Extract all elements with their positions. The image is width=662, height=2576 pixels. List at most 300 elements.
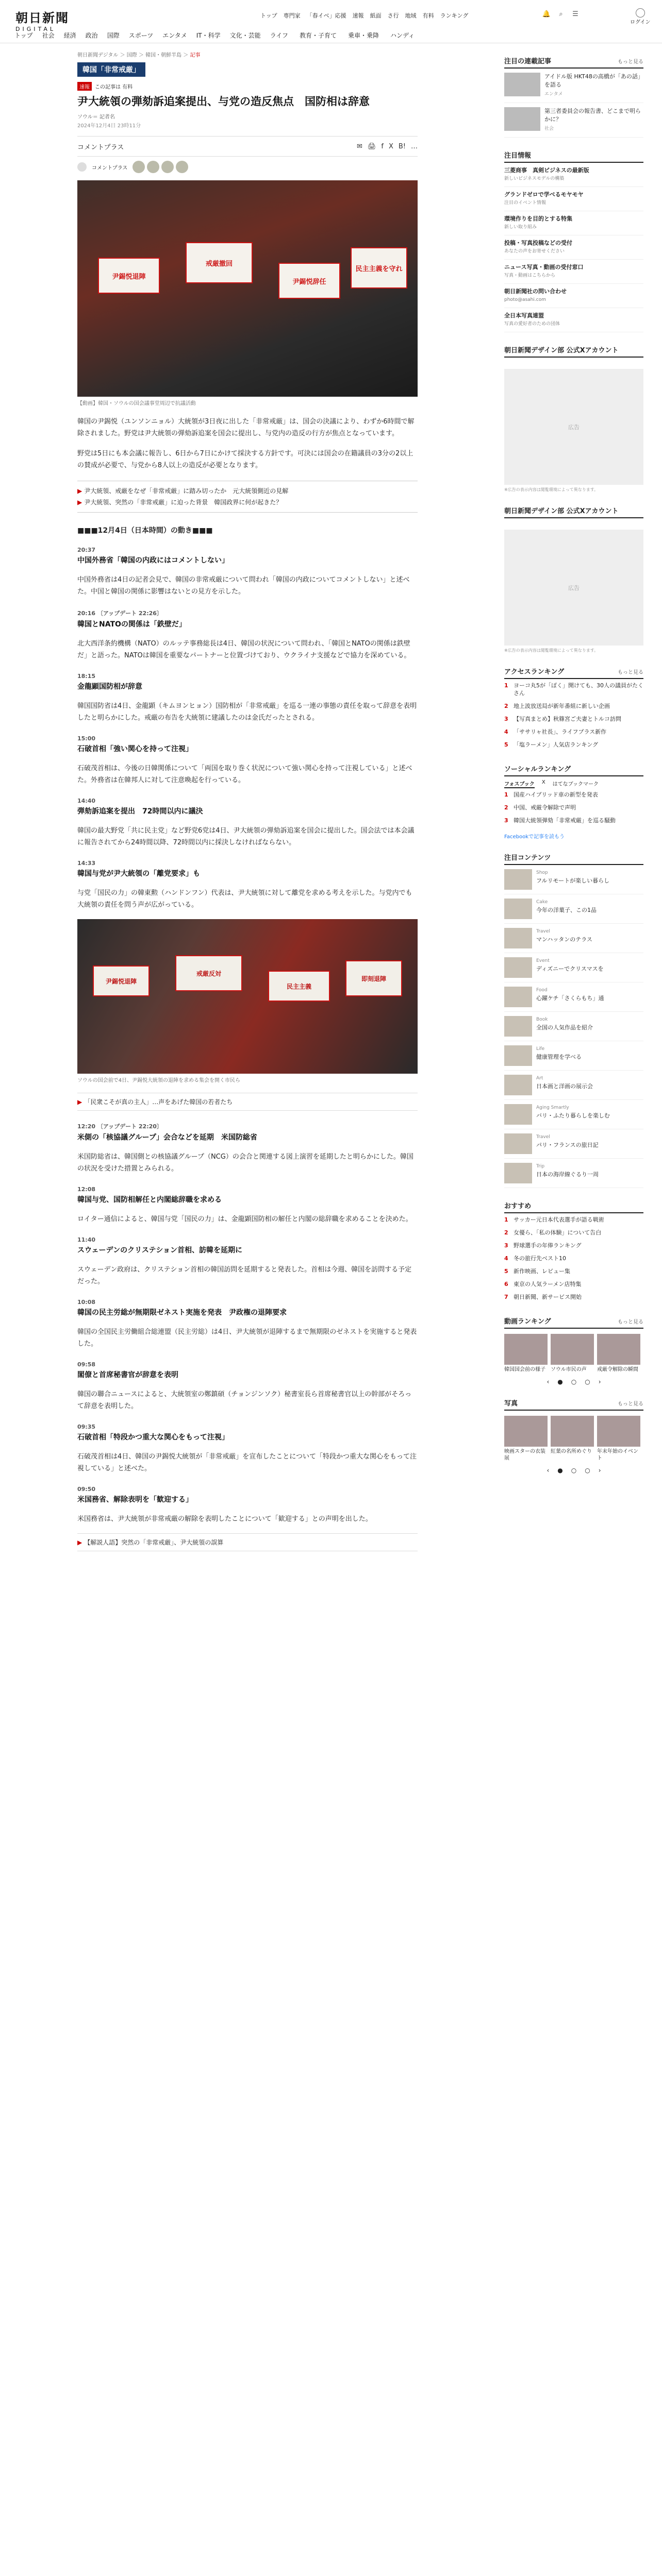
more-link[interactable]: もっと見る bbox=[618, 1401, 643, 1407]
rank-number: 1 bbox=[504, 791, 508, 798]
related-link[interactable] bbox=[77, 485, 418, 497]
protest-sign: 尹錫悦退陣 bbox=[93, 965, 150, 996]
ranking-text: 野球選手の年俸ランキング bbox=[514, 1242, 582, 1249]
ad-slot[interactable]: 広告 bbox=[504, 369, 643, 485]
content-label: Travel bbox=[536, 1134, 550, 1140]
notice-desc: 新しい取り組み bbox=[504, 225, 537, 230]
content-title: フルリモートが楽しい暮らし bbox=[536, 877, 610, 884]
thumbnail bbox=[504, 1045, 532, 1066]
main-nav-item[interactable]: トップ bbox=[14, 32, 33, 39]
main-nav-item[interactable]: ライフ bbox=[270, 32, 288, 39]
hero-caption: 【動画】韓国・ソウルの国会議事堂周辺で抗議活動 bbox=[77, 401, 196, 406]
notice-item[interactable] bbox=[504, 211, 643, 235]
timeline-headline: 韓国与党、国防相解任と内閣総辞職を求める bbox=[77, 1196, 222, 1204]
header-nav-item[interactable]: 速報 bbox=[352, 12, 364, 19]
timeline-time: 15:00 bbox=[77, 735, 96, 742]
timeline-body: 韓国の聯合ニュースによると、大統領室の鄭鎮碩（チョンジンソク）秘書室長ら首席秘書官以上の幹部がそろって辞意を表明した。 bbox=[77, 1391, 412, 1410]
ranking-text: ヨーコ丸5が「ぽく」開けても、30人の議員がたくさん bbox=[514, 682, 643, 697]
video-ranking-title: 動画ランキング bbox=[504, 1318, 551, 1326]
main-nav-item[interactable]: 乗車・乗降 bbox=[347, 32, 379, 39]
breadcrumb-path[interactable]: 朝日新聞デジタル ＞ 国際 ＞ 韓国・朝鮮半島 ＞ bbox=[77, 53, 190, 58]
timeline-time: 12:08 bbox=[77, 1186, 96, 1193]
share-buttons bbox=[357, 143, 418, 150]
carousel-dot[interactable]: ○ bbox=[585, 1378, 590, 1385]
breadcrumb bbox=[77, 50, 418, 58]
timeline-entry bbox=[77, 547, 418, 598]
social-tab[interactable]: はてなブックマーク bbox=[552, 782, 599, 787]
social-ranking-title: ソーシャルランキング bbox=[504, 766, 571, 773]
arrow-icon: ▶ bbox=[77, 1539, 82, 1546]
timeline-body: 石破茂首相は4日、韓国の尹錫悦大統領が「非常戒厳」を宣布したことについて「特段かつ重大な関心をもって注視している」と述べた。 bbox=[77, 1453, 417, 1472]
design-header bbox=[504, 345, 643, 358]
main-nav-item[interactable]: ハンディ bbox=[390, 32, 415, 39]
pickup-text bbox=[544, 107, 643, 133]
thumbnail bbox=[504, 1334, 548, 1365]
header-nav bbox=[260, 11, 468, 20]
rank-number: 1 bbox=[504, 682, 508, 689]
timeline-headline: 石破首相「特段かつ重大な関心をもって注視」 bbox=[77, 1433, 229, 1442]
social-tab[interactable]: X bbox=[541, 779, 545, 785]
header-nav-item[interactable]: トップ bbox=[260, 12, 277, 19]
ranking-item[interactable] bbox=[504, 713, 643, 725]
timeline-headline: 閣僚と首席秘書官が辞意を表明 bbox=[77, 1371, 178, 1379]
ranking-item[interactable] bbox=[504, 1213, 643, 1226]
pickup-title: 第三者委員会の報告書、どこまで明らかに？ bbox=[544, 108, 641, 123]
main-nav-item[interactable]: IT・科学 bbox=[196, 32, 221, 39]
notice-item[interactable] bbox=[504, 235, 643, 260]
content-label: Book bbox=[536, 1017, 548, 1022]
timeline-entry bbox=[77, 1122, 418, 1175]
content-item[interactable] bbox=[504, 924, 643, 953]
main-nav-item[interactable]: 国際 bbox=[107, 32, 120, 39]
thumbnail bbox=[504, 73, 540, 96]
timeline-body: 中国外務省は4日の記者会見で、韓国の非常戒厳について問われ「韓国の内政についてコメントしない」と述べた。中国と韓国の関係に影響はないとの見方を示した。 bbox=[77, 576, 410, 596]
byline[interactable]: ソウル＝ 記者名 bbox=[77, 114, 115, 120]
comment-icon bbox=[77, 162, 87, 172]
related-links bbox=[77, 481, 418, 513]
thumbnail bbox=[597, 1416, 640, 1447]
content-item[interactable] bbox=[504, 1129, 643, 1159]
rank-number: 3 bbox=[504, 817, 508, 824]
ranking-text: 韓国大統領弾劾「非常戒厳」を巡る騒動 bbox=[514, 817, 616, 824]
recommend-list bbox=[504, 1213, 643, 1303]
pickup-category: 社会 bbox=[544, 126, 554, 131]
more-link[interactable]: もっと見る bbox=[618, 670, 643, 675]
notice-title: 朝日新聞社の問い合わせ bbox=[504, 288, 567, 295]
rank-number: 2 bbox=[504, 703, 508, 709]
breadcrumb-current: 記事 bbox=[190, 53, 201, 58]
notice-item[interactable] bbox=[504, 163, 643, 187]
protest-photo[interactable] bbox=[77, 919, 418, 1074]
timeline-entry bbox=[77, 673, 418, 724]
ranking-text: 冬の旅行先ベスト10 bbox=[514, 1255, 566, 1262]
rank-number: 4 bbox=[504, 1255, 508, 1262]
main-nav-item[interactable]: 社会 bbox=[42, 32, 55, 39]
design-header-2 bbox=[504, 505, 643, 518]
carousel-caption: ソウル市民の声 bbox=[551, 1367, 587, 1372]
ad-slot[interactable]: 広告 bbox=[504, 530, 643, 646]
more-link[interactable]: もっと見る bbox=[618, 1319, 643, 1325]
timeline-time: 12:20 〔アップデート 22:20〕 bbox=[77, 1123, 162, 1130]
header-nav-item[interactable]: 専門家 bbox=[283, 12, 301, 19]
ranking-item[interactable] bbox=[504, 725, 643, 738]
notice-title: 注目情報 bbox=[504, 152, 532, 160]
ranking-item[interactable] bbox=[504, 679, 643, 700]
main-nav-item[interactable]: エンタメ bbox=[162, 32, 187, 39]
carousel-caption: 映画スターの衣装展 bbox=[504, 1449, 545, 1461]
main-nav-item[interactable]: スポーツ bbox=[128, 32, 154, 39]
content-item[interactable] bbox=[504, 1071, 643, 1100]
header-nav-item[interactable]: 「春イベ」応援 bbox=[306, 12, 346, 19]
protest-sign: 民主主義を守れ bbox=[351, 247, 407, 289]
timeline-entry bbox=[77, 798, 418, 849]
timeline-headline: 韓国の民主労総が無期限ゼネスト実施を発表 尹政権の退陣要求 bbox=[77, 1309, 287, 1317]
social-tab[interactable]: フォスブック bbox=[504, 779, 535, 788]
content-item[interactable] bbox=[504, 982, 643, 1012]
rank-number: 2 bbox=[504, 1229, 508, 1236]
breaking-badge: 速報 bbox=[77, 82, 92, 91]
thumbnail bbox=[504, 1104, 532, 1125]
main-nav bbox=[14, 31, 426, 40]
timeline-entry bbox=[77, 1423, 418, 1475]
rank-number: 5 bbox=[504, 1268, 508, 1275]
carousel-item[interactable] bbox=[504, 1416, 548, 1462]
timeline-headline: 石破首相「強い関心を持って注視」 bbox=[77, 745, 193, 753]
commentator-avatars[interactable] bbox=[133, 161, 188, 173]
access-ranking bbox=[504, 679, 643, 751]
content-label: Aging Smartly bbox=[536, 1105, 569, 1110]
pickup-title: 注目の連載記事 bbox=[504, 58, 552, 65]
main-nav-item[interactable]: 教育・子育て bbox=[299, 32, 337, 39]
content-text bbox=[536, 987, 604, 1007]
timeline-time: 20:37 bbox=[77, 547, 96, 553]
related-link-text: 【解説人語】突然の「非常戒厳」、尹大統領の誤算 bbox=[84, 1539, 224, 1546]
notice-item[interactable] bbox=[504, 187, 643, 211]
badge-row bbox=[77, 82, 418, 91]
rank-number: 2 bbox=[504, 804, 508, 811]
timeline-time: 10:08 bbox=[77, 1299, 96, 1306]
thumbnail bbox=[504, 928, 532, 948]
video-carousel bbox=[504, 1334, 643, 1373]
more-link[interactable]: もっと見る bbox=[618, 59, 643, 65]
logo-subtext: DIGITAL bbox=[15, 26, 56, 32]
ranking-item[interactable] bbox=[504, 1226, 643, 1239]
carousel-item[interactable] bbox=[504, 1334, 548, 1373]
photo-carousel bbox=[504, 1416, 643, 1462]
thumbnail bbox=[504, 957, 532, 978]
header-icons bbox=[542, 10, 580, 18]
rank-number: 7 bbox=[504, 1294, 508, 1300]
design-title[interactable]: 朝日新聞デザイン部 公式Xアカウント bbox=[504, 347, 619, 354]
timeline-time: 14:33 bbox=[77, 860, 96, 867]
timeline-body: 与党「国民の力」の韓東勲（ハンドンフン）代表は、尹大統領に対して離党を求める考えを示した。与党内でも大統領の責任を問う声が広がっている。 bbox=[77, 889, 412, 909]
related-link[interactable] bbox=[77, 1533, 418, 1551]
publish-date: 2024年12月4日 23時11分 bbox=[77, 123, 141, 129]
site-logo[interactable] bbox=[15, 11, 77, 32]
ranking-text: 新作映画、レビュー集 bbox=[514, 1268, 570, 1275]
timeline-entry bbox=[77, 860, 418, 911]
share-icon[interactable]: 🖨 bbox=[367, 142, 376, 150]
carousel-dot[interactable]: ○ bbox=[571, 1378, 577, 1385]
ranking-item[interactable] bbox=[504, 801, 643, 814]
comment-plus-label[interactable]: コメントプラス bbox=[77, 143, 124, 151]
content-text bbox=[536, 899, 597, 919]
main-nav-item[interactable]: 経済 bbox=[63, 32, 76, 39]
site-header bbox=[0, 0, 662, 43]
article-toolbar bbox=[77, 136, 418, 157]
protest-sign: 戒厳撤回 bbox=[186, 242, 253, 283]
content-label: Cake bbox=[536, 900, 548, 905]
timeline-headline: 弾劾訴追案を提出 72時間以内に議決 bbox=[77, 807, 203, 816]
ranking-text: 東京の人気ラーメン店特集 bbox=[514, 1281, 582, 1287]
notice-list bbox=[504, 163, 643, 332]
related-link[interactable] bbox=[77, 1093, 418, 1111]
thumbnail bbox=[504, 987, 532, 1007]
protest-sign: 民主主義 bbox=[268, 971, 330, 1002]
carousel-item[interactable] bbox=[597, 1334, 640, 1373]
recommend-title: おすすめ bbox=[504, 1202, 532, 1210]
rank-number: 5 bbox=[504, 741, 508, 748]
content-label: Life bbox=[536, 1046, 545, 1052]
related-link-text: 尹大統領、戒厳をなぜ「非常戒厳」に踏み切ったか 元大統領側近の見解 bbox=[84, 487, 289, 495]
photo-title: 写真 bbox=[504, 1400, 518, 1408]
pickup-item[interactable] bbox=[504, 103, 643, 138]
content-text bbox=[536, 1104, 610, 1125]
carousel-item[interactable] bbox=[551, 1334, 594, 1373]
header-nav-item[interactable]: 有料 bbox=[422, 12, 434, 19]
design-title[interactable]: 朝日新聞デザイン部 公式Xアカウント bbox=[504, 507, 619, 515]
arrow-icon: ▶ bbox=[77, 499, 82, 506]
content-item[interactable] bbox=[504, 1159, 643, 1188]
carousel-caption: 韓国国会前の様子 bbox=[504, 1367, 545, 1372]
header-nav-item[interactable]: ランキング bbox=[440, 12, 469, 19]
content-label: Shop bbox=[536, 870, 548, 875]
pickup-text bbox=[544, 73, 643, 98]
ranking-item[interactable] bbox=[504, 1291, 643, 1303]
carousel-caption: 戒厳令解除の瞬間 bbox=[597, 1367, 638, 1372]
rank-number: 3 bbox=[504, 716, 508, 722]
content-title: 今年の洋菓子、この1品 bbox=[536, 907, 597, 913]
commentators-row bbox=[77, 161, 418, 173]
timeline-time: 09:58 bbox=[77, 1361, 96, 1368]
main-nav-item[interactable]: 文化・芸能 bbox=[229, 32, 261, 39]
header-nav-item[interactable]: 紙面 bbox=[370, 12, 382, 19]
ranking-text: 朝日新聞、新サービス開始 bbox=[514, 1294, 582, 1300]
thumbnail bbox=[551, 1334, 594, 1365]
timeline-headline: 米国務省、解除表明を「歓迎する」 bbox=[77, 1496, 193, 1504]
notice-desc: 注目のイベント情報 bbox=[504, 200, 547, 206]
photo-caption: ソウルの国会前で4日、尹錫悦大統領の退陣を求める集会を開く市民ら bbox=[77, 1078, 241, 1083]
carousel-caption: 紅葉の名所めぐり bbox=[551, 1449, 592, 1454]
thumbnail bbox=[504, 107, 540, 131]
timeline-time: 14:40 bbox=[77, 798, 96, 804]
carousel-dot[interactable]: ● bbox=[557, 1467, 563, 1474]
content-item[interactable] bbox=[504, 1041, 643, 1071]
notice-desc: 写真の愛好者のための団体 bbox=[504, 321, 560, 327]
pickup-list bbox=[504, 69, 643, 138]
contents-list bbox=[504, 865, 643, 1188]
search-icon[interactable]: ⌕ bbox=[559, 10, 563, 18]
related-link[interactable] bbox=[77, 497, 418, 508]
social-ranking bbox=[504, 788, 643, 827]
header-nav-item[interactable]: さ行 bbox=[387, 12, 399, 19]
notice-item[interactable] bbox=[504, 260, 643, 284]
content-title: パリ・フランスの旅日記 bbox=[536, 1142, 599, 1148]
main-nav-item[interactable]: 政治 bbox=[85, 32, 98, 39]
menu-icon[interactable]: ☰ bbox=[572, 10, 578, 18]
thumbnail bbox=[504, 1416, 548, 1447]
protest-sign: 尹錫悦辞任 bbox=[278, 263, 340, 299]
ad-note: ※広告の表示内容は閲覧環境によって異なります。 bbox=[504, 648, 599, 653]
notice-desc: 写真・動画はこちらから bbox=[504, 273, 556, 278]
ranking-text: 【写真まとめ】秋篠宮ご夫妻とトルコ訪問 bbox=[514, 716, 621, 722]
carousel-caption: 年末年始のイベント bbox=[597, 1449, 638, 1461]
ranking-item[interactable] bbox=[504, 788, 643, 801]
timeline-time: 11:40 bbox=[77, 1236, 96, 1243]
ranking-item[interactable] bbox=[504, 1278, 643, 1291]
content-label: Trip bbox=[536, 1164, 545, 1169]
next-arrow-icon[interactable]: › bbox=[598, 1467, 601, 1474]
prev-arrow-icon[interactable]: ‹ bbox=[547, 1378, 550, 1385]
content-title: ディズニーでクリスマスを bbox=[536, 965, 604, 972]
content-text bbox=[536, 1163, 599, 1183]
notice-title: 投稿・写真投稿などの受付 bbox=[504, 240, 572, 246]
pickup-category: エンタメ bbox=[544, 92, 563, 97]
related-link-text: 「民衆こそが真の主人」…声をあげた韓国の若者たち bbox=[84, 1098, 233, 1106]
ranking-item[interactable] bbox=[504, 814, 643, 827]
content-title: 全国の人気作品を紹介 bbox=[536, 1024, 593, 1031]
prev-arrow-icon[interactable]: ‹ bbox=[547, 1467, 550, 1474]
contents-title: 注目コンテンツ bbox=[504, 854, 551, 862]
ranking-item[interactable] bbox=[504, 700, 643, 713]
timeline-headline: 米側の「核協議グループ」会合などを延期 米国防総省 bbox=[77, 1133, 257, 1142]
user-icon bbox=[636, 8, 645, 18]
login-label: ログイン bbox=[630, 20, 651, 25]
ranking-text: 「塩ラーメン」人気店ランキング bbox=[514, 741, 599, 748]
timeline-body: ロイター通信によると、韓国与党「国民の力」は、金龍顕国防相の解任と内閣の総辞職を求めることを決めた。 bbox=[77, 1215, 412, 1223]
share-icon[interactable]: … bbox=[411, 142, 418, 150]
ranking-text: サッカー元日本代表選手が語る戦術 bbox=[514, 1216, 604, 1223]
content-title: マンハッタンのテラス bbox=[536, 936, 592, 943]
notice-desc: photo@asahi.com bbox=[504, 297, 546, 302]
access-ranking-title: アクセスランキング bbox=[504, 668, 565, 676]
content-text bbox=[536, 869, 609, 890]
share-icon[interactable]: X bbox=[388, 142, 393, 150]
access-ranking-header bbox=[504, 666, 643, 679]
ranking-item[interactable] bbox=[504, 1265, 643, 1278]
notice-title: 全日本写真連盟 bbox=[504, 312, 544, 319]
share-icon[interactable]: f bbox=[381, 142, 384, 150]
timeline-time: 18:15 bbox=[77, 673, 96, 680]
content-item[interactable] bbox=[504, 1012, 643, 1041]
timeline-time: 09:35 bbox=[77, 1423, 96, 1430]
carousel-dot[interactable]: ○ bbox=[585, 1467, 590, 1474]
timeline-headline: スウェーデンのクリステション首相、訪韓を延期に bbox=[77, 1246, 243, 1255]
share-icon[interactable]: B! bbox=[398, 142, 406, 150]
timeline-body: 北大西洋条約機構（NATO）のルッテ事務総長は4日、韓国の状況について問われ、「韓国とNATOの関係は鉄壁だ」と語った。NATOは韓国を重要なパートナーと位置づけており、ウクライナ支援などで協力を深めている。 bbox=[77, 640, 411, 659]
rank-number: 3 bbox=[504, 1242, 508, 1249]
pickup-title: アイドル版 HKT48の高橋が「あの話」を語る bbox=[544, 73, 643, 88]
notice-item[interactable] bbox=[504, 284, 643, 308]
thumbnail bbox=[551, 1416, 594, 1447]
content-item[interactable] bbox=[504, 865, 643, 894]
thumbnail bbox=[504, 1133, 532, 1154]
notice-title: ニュース写真・動画の受付窓口 bbox=[504, 264, 584, 270]
contents-header bbox=[504, 852, 643, 865]
carousel-dot[interactable]: ● bbox=[557, 1378, 563, 1385]
content-text bbox=[536, 1045, 582, 1066]
content-item[interactable] bbox=[504, 894, 643, 924]
arrow-icon: ▶ bbox=[77, 1098, 82, 1106]
timeline bbox=[77, 547, 418, 1551]
ranking-text: 国産ハイブリッド車の新型を発表 bbox=[514, 791, 598, 798]
notice-desc: あなたの声をお寄せください bbox=[504, 249, 565, 254]
timeline-headline: 中国外務省「韓国の内政にはコメントしない」 bbox=[77, 556, 229, 565]
notice-item[interactable] bbox=[504, 308, 643, 332]
hero-photo[interactable] bbox=[77, 180, 418, 397]
lead-paragraph: 野党は5日にも本会議に報告し、6日から7日にかけて採決する方針です。可決には国会の在籍議員の3分の2以上の賛成が必要で、与党から8人以上の造反が必要となります。 bbox=[77, 450, 413, 469]
timeline-entry bbox=[77, 1236, 418, 1287]
content-text bbox=[536, 1075, 593, 1095]
timeline-header: ■■■12月4日（日本時間）の動き■■■ bbox=[77, 527, 213, 535]
carousel-dot[interactable]: ○ bbox=[571, 1467, 577, 1474]
protest-sign: 即刻退陣 bbox=[345, 960, 402, 996]
lead-paragraph: 韓国の尹錫悦（ユンソンニョル）大統領が3日夜に出した「非常戒厳」は、国会の決議により、わずか6時間で解除されました。野党は尹大統領の弾劾訴追案を国会に提出し、与党内の造反の行方が焦点となっています。 bbox=[77, 418, 415, 437]
timeline-entry bbox=[77, 1299, 418, 1350]
content-label: Travel bbox=[536, 929, 550, 934]
facebook-link[interactable]: Facebookで記事を読もう bbox=[504, 834, 565, 840]
pickup-item[interactable] bbox=[504, 69, 643, 103]
ranking-item[interactable] bbox=[504, 1239, 643, 1252]
thumbnail bbox=[504, 1016, 532, 1037]
notice-desc: 新しいビジネスモデルの構築 bbox=[504, 176, 565, 181]
timeline-time: 09:50 bbox=[77, 1486, 96, 1493]
carousel-item[interactable] bbox=[551, 1416, 594, 1462]
content-text bbox=[536, 1016, 593, 1037]
sidebar bbox=[504, 43, 643, 1474]
avatar bbox=[176, 161, 188, 173]
logo-text: 朝日新聞 bbox=[15, 10, 69, 25]
topic-tag[interactable]: 韓国「非常戒厳」 bbox=[77, 62, 145, 77]
protest-sign: 尹錫悦退陣 bbox=[98, 258, 160, 294]
notice-title: 環境作りを目的とする特集 bbox=[504, 215, 572, 222]
login-button[interactable] bbox=[630, 8, 651, 25]
arrow-icon: ▶ bbox=[77, 487, 82, 495]
ranking-item[interactable] bbox=[504, 738, 643, 751]
bell-icon[interactable]: 🔔 bbox=[542, 10, 551, 18]
thumbnail bbox=[504, 869, 532, 890]
timeline-headline: 金龍顕国防相が辞意 bbox=[77, 683, 142, 691]
commentators-label: コメントプラス bbox=[92, 165, 128, 171]
next-arrow-icon[interactable]: › bbox=[598, 1378, 601, 1385]
content-item[interactable] bbox=[504, 953, 643, 982]
ad-note: ※広告の表示内容は閲覧環境によって異なります。 bbox=[504, 487, 599, 492]
ranking-item[interactable] bbox=[504, 1252, 643, 1265]
content-item[interactable] bbox=[504, 1100, 643, 1129]
article-title: 尹大統領の弾劾訴追案提出、与党の造反焦点 国防相は辞意 bbox=[77, 95, 370, 108]
article bbox=[77, 43, 418, 1551]
carousel-item[interactable] bbox=[597, 1416, 640, 1462]
video-ranking-header bbox=[504, 1316, 643, 1329]
header-nav-item[interactable]: 地域 bbox=[405, 12, 417, 19]
rank-number: 1 bbox=[504, 1216, 508, 1223]
share-icon[interactable]: ✉ bbox=[356, 142, 362, 150]
ranking-text: 「ササリャ社長」、ライフプラス新作 bbox=[514, 728, 607, 735]
content-title: バリ・ふたり暮らしを楽しむ bbox=[536, 1112, 610, 1119]
pickup-header bbox=[504, 56, 643, 69]
ranking-text: 女優ら、「私の体験」について告白 bbox=[514, 1229, 602, 1236]
thumbnail bbox=[504, 899, 532, 919]
